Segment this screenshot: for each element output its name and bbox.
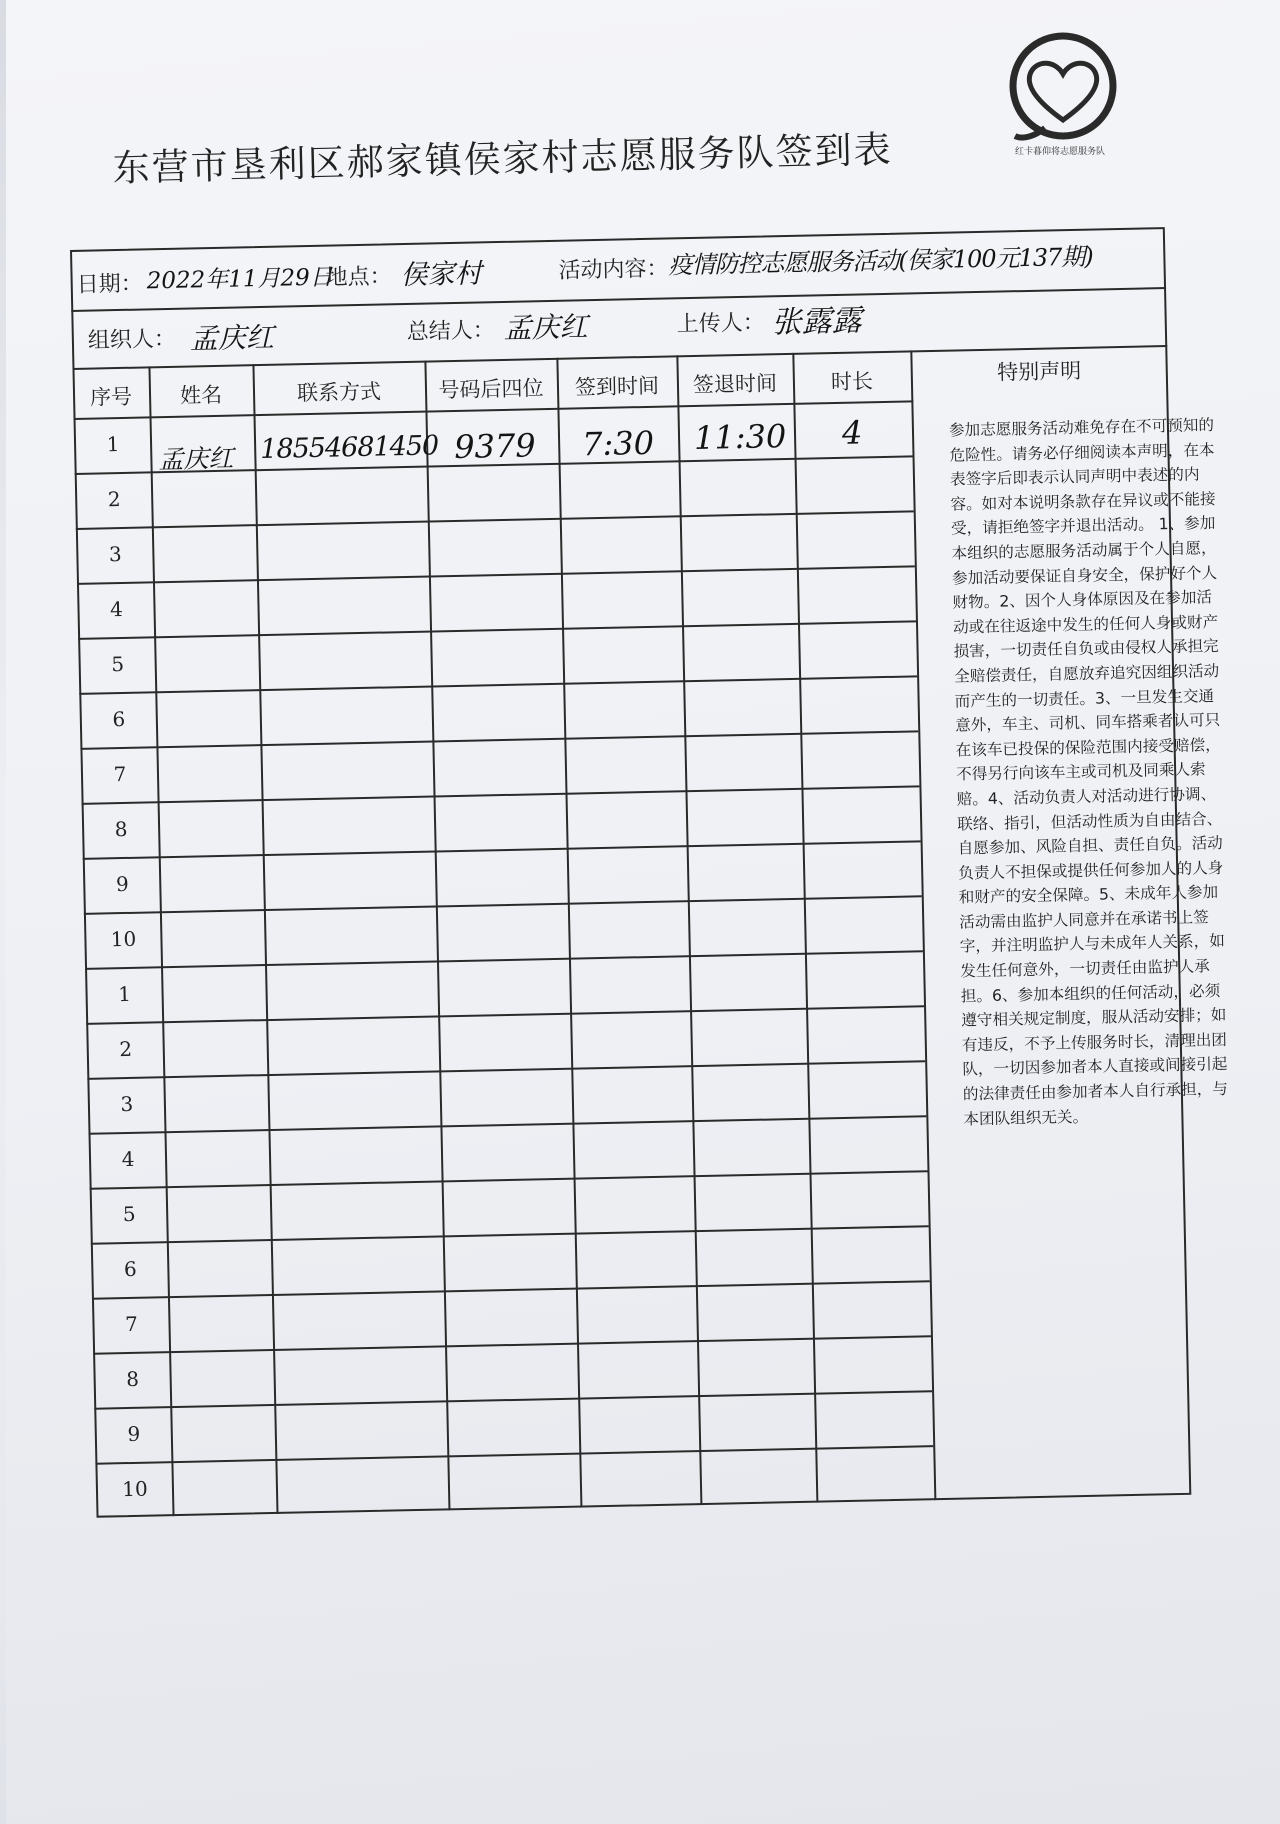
location-value: 侯家村	[400, 258, 482, 292]
organizer-value: 孟庆红	[189, 320, 275, 356]
row-number: 8	[126, 1366, 140, 1391]
special-declaration-text: 参加志愿服务活动难免存在不可预知的危险性。请务必仔细阅读本声明，在本表签字后即表示认同声明中表述的内容。如对本说明条款存在异议或不能接受，请拒绝签字并退出活动。 1、参加本组织的志愿服务活动属于个人自愿，参加活动要保证自身安全，保护好个人财物。2、因个人身体原因及在参加活动或在往返途中发生的任何人身或财产损害，一切责任自负或由侵权人承担完全赔偿责任，自愿放弃追究因组织活动而产生的一切责任。3、一旦发生交通意外，车主、司机、同车搭乘者认可只在该车已投保的保险范围内接受赔偿，不得另行向该车主或司机及同乘人索赔。4、活动负责人对活动进行协调、联络、指引，但活动性质为自由结合、自愿参加、风险自担、责任自负。活动负责人不担保或提供任何参加人的人身和财产的安全保障。5、未成年人参加活动需由监护人同意并在承诺书上签字，并注明监护人与未成年人关系，如发生任何意外，一切责任由监护人承担。6、参加本组织的任何活动，必须遵守相关规定制度，服从活动安排；如有违反，不予上传服务时长，清理出团队，一切因参加者本人直接或间接引起的法律责任由参加者本人自行承担，与本团队组织无关。	[948, 416, 1229, 1129]
row-number: 2	[119, 1036, 133, 1061]
logo-caption: 红卡暮仰将志愿服务队	[1014, 147, 1105, 157]
row-number: 2	[107, 486, 121, 511]
summarizer-label: 总结人：	[406, 318, 496, 345]
entry-phone: 18554681450	[259, 430, 439, 466]
sign-in-table	[70, 226, 1262, 1530]
entry-last4: 9379	[453, 426, 537, 466]
row-number: 10	[121, 1476, 148, 1501]
date-label: 日期：	[76, 271, 144, 298]
col-header-duration: 时长	[830, 369, 874, 395]
row-number: 5	[122, 1201, 136, 1226]
row-number: 7	[124, 1311, 139, 1336]
col-header-contact: 联系方式	[296, 379, 382, 406]
col-header-last4: 号码后四位	[438, 376, 544, 403]
col-header-sign-out: 签退时间	[692, 371, 778, 397]
row-number: 7	[113, 761, 127, 786]
entry-duration: 4	[841, 413, 863, 452]
entry-name: 孟庆红	[158, 443, 234, 475]
uploader-value: 张露露	[771, 303, 863, 341]
location-label: 地点：	[325, 264, 392, 291]
row-number: 9	[115, 871, 129, 896]
row-number: 3	[120, 1091, 134, 1116]
activity-value: 疫情防控志愿服务活动(侯家100元137期)	[668, 242, 1093, 280]
col-header-index: 序号	[89, 384, 133, 410]
row-number: 1	[106, 431, 120, 456]
uploader-label: 上传人：	[676, 310, 765, 338]
row-number: 5	[111, 651, 125, 676]
row-number: 1	[117, 981, 132, 1006]
entry-sign-out: 11:30	[693, 417, 787, 457]
col-header-declaration: 特别声明	[997, 358, 1082, 385]
row-number: 4	[109, 596, 124, 621]
page-title: 东营市垦利区郝家镇侯家村志愿服务队签到表	[112, 127, 894, 190]
row-number: 3	[108, 541, 122, 566]
organizer-label: 组织人：	[87, 326, 177, 354]
entry-sign-in: 7:30	[581, 423, 655, 464]
summarizer-value: 孟庆红	[503, 310, 589, 345]
col-header-name: 姓名	[179, 382, 223, 408]
row-number: 8	[114, 816, 128, 841]
row-number: 9	[127, 1421, 141, 1446]
row-number: 4	[121, 1146, 135, 1171]
date-value: 2022年11月29日	[146, 264, 333, 295]
row-number: 6	[112, 706, 126, 731]
row-number: 10	[110, 926, 137, 951]
col-header-sign-in: 签到时间	[574, 373, 660, 400]
row-number: 6	[123, 1256, 137, 1281]
activity-label: 活动内容：	[558, 256, 669, 284]
